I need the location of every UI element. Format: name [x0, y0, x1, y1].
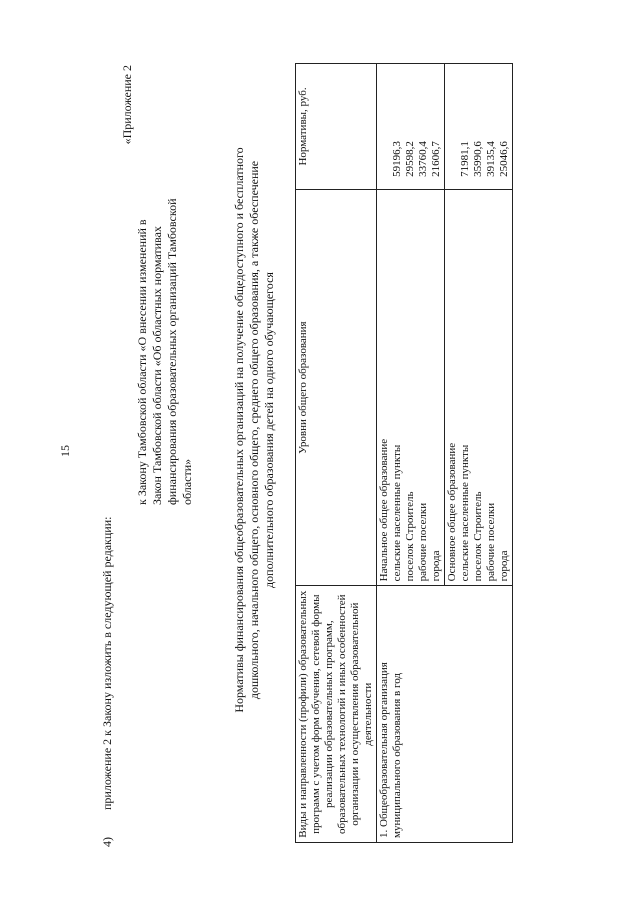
value-item: 39135,4 [485, 141, 497, 177]
values-cell-basic [445, 64, 513, 190]
value-item [446, 68, 459, 185]
value-item [378, 68, 391, 185]
value-item: 25046,6 [498, 141, 510, 177]
table-header-row [296, 64, 377, 843]
appendix-line: финансирования образовательных организаций Тамбовской [165, 198, 179, 505]
level-item: Основное общее образование [446, 442, 458, 582]
page-number: 15 [58, 445, 72, 457]
level-item: сельские населенные пункты [459, 444, 471, 582]
level-item: поселок Строитель [472, 491, 484, 582]
appendix-title: «Приложение 2 [120, 65, 134, 145]
level-item: Начальное общее образование [378, 438, 390, 582]
item-number: 4) [100, 837, 114, 847]
header-norms: Нормативы, руб. [296, 64, 377, 190]
title-line: дополнительного образования детей на одного обучающегося [262, 272, 276, 588]
header-programs: Виды и направленности (профили) образовательных программ с учетом форм обучения, сетевой формы реализации образовательных программ, образовательных технологий и иных особенностей организации и осуществления образовательной деятельности [296, 586, 377, 843]
values-cell-primary [377, 64, 445, 190]
value-item: 71981,1 [459, 141, 471, 177]
value-item: 29598,2 [404, 141, 416, 177]
appendix-line: Закон Тамбовской области «Об областных нормативах [150, 226, 164, 505]
value-item: 21606,7 [430, 141, 442, 177]
levels-cell-primary [377, 189, 445, 585]
levels-cell-basic [445, 189, 513, 585]
value-item: 33760,4 [417, 141, 429, 177]
level-item: рабочие поселки [417, 502, 429, 582]
level-item: поселок Строитель [404, 491, 416, 582]
norms-table [295, 63, 513, 843]
item-text: приложение 2 к Закону изложить в следующей редакции: [100, 516, 114, 810]
value-item: 59196,3 [391, 141, 403, 177]
level-item: сельские населенные пункты [391, 444, 403, 582]
table-row [377, 64, 445, 843]
title-line: дошкольного, начального общего, основного общего, среднего общего образования, а также обеспечение [247, 160, 261, 700]
header-levels: Уровни общего образования [296, 189, 377, 585]
appendix-header [120, 65, 195, 505]
level-item: города [498, 550, 510, 582]
value-item: 35990,6 [472, 141, 484, 177]
row-organization: 1. Общеобразовательная организация муниципального образования в год [377, 586, 513, 843]
document-title [232, 80, 277, 780]
level-item: города [430, 550, 442, 582]
appendix-line: к Закону Тамбовской области «О внесении изменений в [135, 219, 149, 505]
title-line: Нормативы финансирования общеобразовательных организаций на получение общедоступного и бесплатного [232, 147, 246, 713]
level-item: рабочие поселки [485, 502, 497, 582]
appendix-line: области» [180, 458, 194, 505]
